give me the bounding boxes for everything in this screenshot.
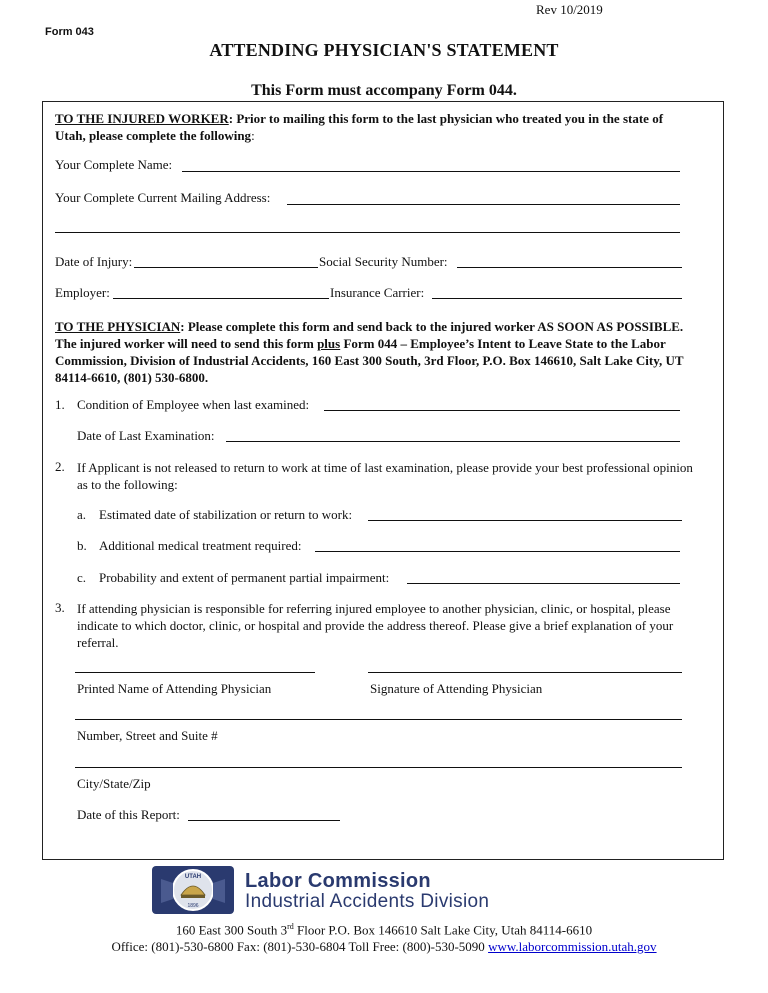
date-of-injury-label: Date of Injury: (55, 254, 133, 269)
q1-field[interactable] (324, 410, 680, 411)
ssn-label: Social Security Number: (319, 254, 448, 269)
seal-icon (151, 865, 235, 915)
q3-number: 3. (55, 600, 65, 615)
labor-commission-seal (151, 865, 235, 915)
q2-number: 2. (55, 459, 65, 474)
q2a-label: Estimated date of stabilization or return to work: (99, 507, 353, 522)
street-field[interactable] (75, 719, 682, 720)
logo-subtitle: Industrial Accidents Division (245, 891, 490, 912)
report-date-label: Date of this Report: (77, 807, 180, 822)
last-exam-date-field[interactable] (226, 441, 680, 442)
q2c-field[interactable] (407, 583, 680, 584)
q2b-label: Additional medical treatment required: (99, 538, 302, 553)
employer-field[interactable] (113, 298, 329, 299)
logo-title: Labor Commission (245, 870, 431, 892)
q2b-letter: b. (77, 538, 87, 553)
footer-address-start: 160 East 300 South 3 (175, 922, 288, 938)
name-label: Your Complete Name: (55, 157, 173, 172)
q2c-letter: c. (77, 570, 87, 585)
signature-label: Signature of Attending Physician (370, 681, 543, 696)
footer-contact (0, 939, 768, 955)
q2b-field[interactable] (315, 551, 680, 552)
q2-label: If Applicant is not released to return to work at time of last examination, please provide your best professional opinion as to the following: (77, 460, 693, 492)
worker-heading: TO THE INJURED WORKER (55, 111, 229, 126)
ssn-field[interactable] (457, 267, 682, 268)
worker-instructions (55, 110, 695, 144)
signature-field[interactable] (368, 672, 682, 673)
physician-text-2: Form 044 – Employee’s Intent to Leave State to the Labor Commission, Division of Industrial Accidents, 160 East 300 South, 3rd Floor, P.O. Box 146610, Salt Lake City, UT 84114-6610, (801) 530-6800. (55, 336, 684, 385)
physician-text-1: : Please complete this form and send back to the injured worker AS SOON AS POSSIBLE. The injured worker will need to send this form (55, 319, 684, 351)
q1-number: 1. (55, 397, 65, 412)
q2c-label: Probability and extent of permanent partial impairment: (99, 570, 390, 585)
city-label: City/State/Zip (77, 776, 151, 791)
address-label: Your Complete Current Mailing Address: (55, 190, 271, 205)
footer-address-sup: rd (287, 922, 294, 931)
last-exam-date-label: Date of Last Examination: (77, 428, 215, 443)
insurance-field[interactable] (432, 298, 682, 299)
website-link[interactable]: www.laborcommission.utah.gov (488, 939, 657, 954)
seal-year: 1896 (187, 903, 199, 909)
report-date-field[interactable] (188, 820, 340, 821)
page-subtitle: This Form must accompany Form 044. (251, 82, 517, 99)
name-field[interactable] (182, 171, 680, 172)
worker-instruction-colon: : (251, 128, 255, 143)
q2a-field[interactable] (368, 520, 682, 521)
printed-name-label: Printed Name of Attending Physician (77, 681, 272, 696)
q1-label: Condition of Employee when last examined: (77, 397, 310, 412)
date-of-injury-field[interactable] (134, 267, 318, 268)
q2a-letter: a. (77, 507, 87, 522)
physician-heading: TO THE PHYSICIAN (55, 319, 181, 334)
q3-label: If attending physician is responsible for referring injured employee to another physician, clinic, or hospital, please indicate to which doctor, clinic, or hospital and provide the address thereof. Please give a brief explanation of your referral. (77, 601, 674, 650)
physician-text-plus: plus (317, 336, 341, 351)
address-field-line-2[interactable] (55, 232, 680, 233)
footer-address-end: Floor P.O. Box 146610 Salt Lake City, Utah 84114-6610 (293, 922, 593, 938)
seal-word: UTAH (184, 874, 202, 880)
footer-address (0, 922, 768, 938)
city-field[interactable] (75, 767, 682, 768)
employer-label: Employer: (55, 285, 110, 300)
worker-instruction-text: : Prior to mailing this form to the last physician who treated you in the state of Utah, please complete the following (55, 111, 664, 143)
form-number: Form 043 (45, 26, 94, 38)
address-field[interactable] (287, 204, 680, 205)
footer-contact-numbers: Office: (801)-530-6800 Fax: (801)-530-6804 Toll Free: (800)-530-5090 (111, 939, 489, 954)
insurance-label: Insurance Carrier: (330, 285, 425, 300)
physician-instructions (55, 318, 700, 386)
street-label: Number, Street and Suite # (77, 728, 218, 743)
printed-name-field[interactable] (75, 672, 315, 673)
revision-date: Rev 10/2019 (536, 2, 603, 17)
page-title: ATTENDING PHYSICIAN'S STATEMENT (209, 40, 559, 60)
